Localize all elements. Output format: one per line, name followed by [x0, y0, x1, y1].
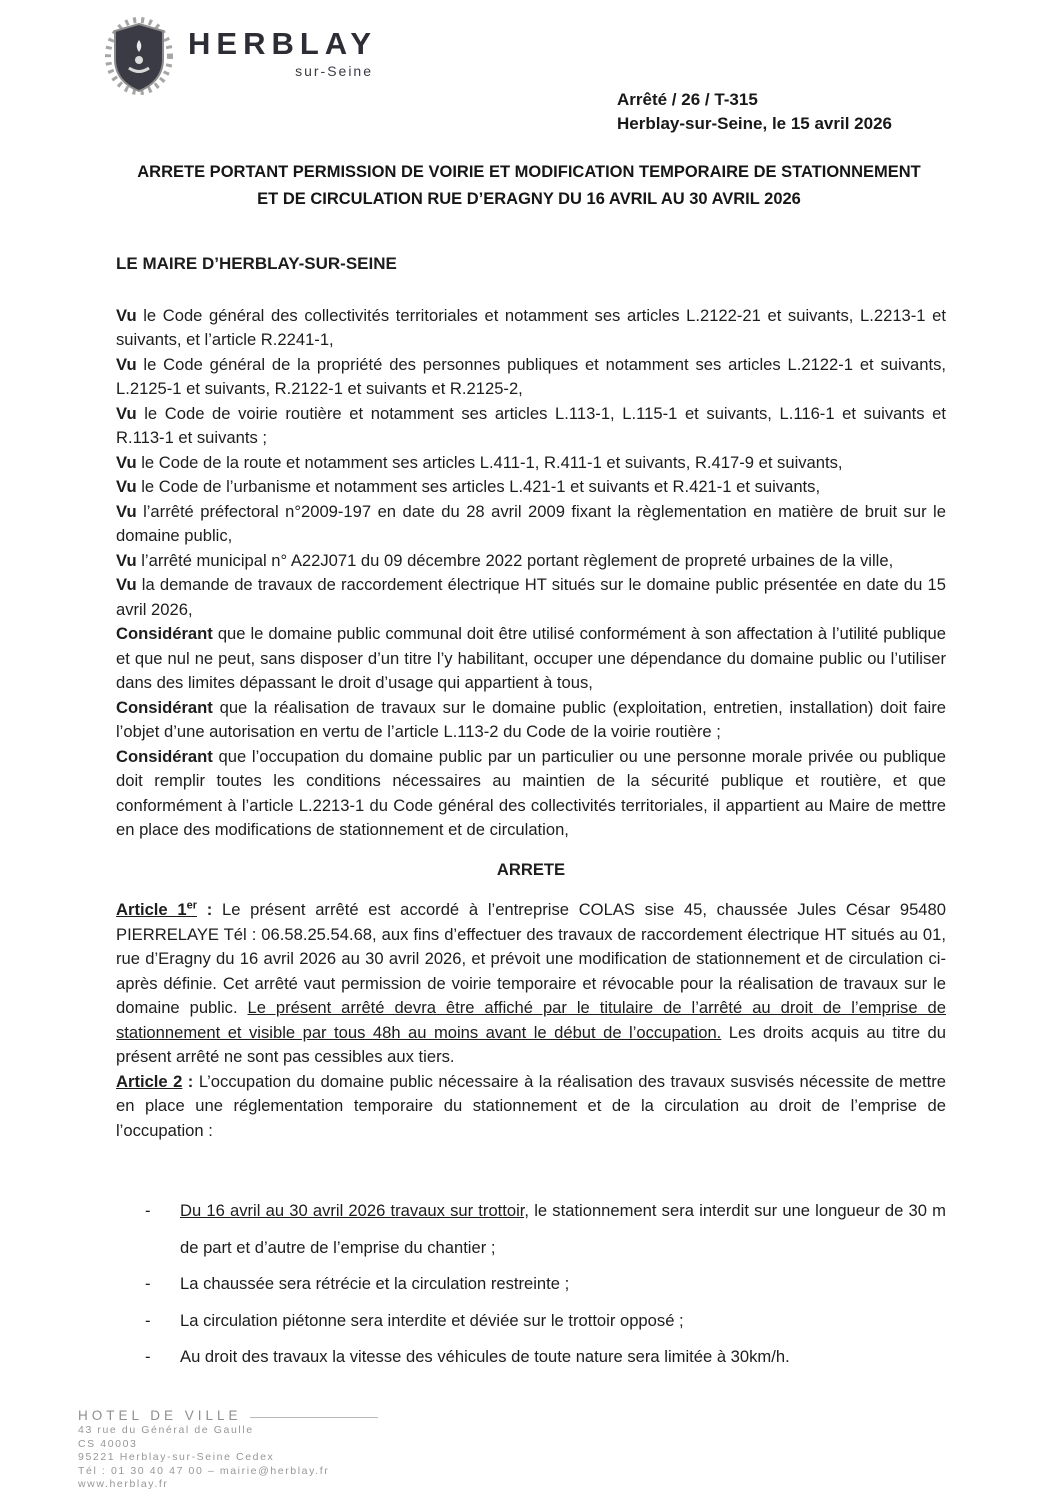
list-item	[116, 1193, 946, 1266]
document-title	[0, 159, 1058, 213]
herblay-crest-icon	[102, 16, 176, 96]
list-item-text: Au droit des travaux la vitesse des véhicules de toute nature sera limitée à 30km/h.	[180, 1347, 790, 1366]
recital-text: que la réalisation de travaux sur le domaine public (exploitation, entretien, installation) doit faire l’objet d’une autorisation en vertu de l’article L.113-2 du Code de la voirie routière ;	[116, 697, 946, 741]
decree-number: Arrêté / 26 / T-315	[617, 90, 758, 109]
footer-phone-email: Tél : 01 30 40 47 00 – mairie@herblay.fr	[78, 1464, 330, 1477]
recital-text: le Code général de la propriété des personnes publiques et notamment ses articles L.2122-1 et suivants, L.2125-1 et suivants, R.2122-1 et suivants et R.2125-2,	[116, 354, 946, 398]
recital-text: la demande de travaux de raccordement électrique HT situés sur le domaine public présentée en date du 15 avril 2026,	[116, 575, 946, 619]
recital	[116, 402, 946, 451]
list-item-text: La chaussée sera rétrécie et la circulation restreinte ;	[180, 1274, 570, 1293]
footer-address-street: 43 rue du Général de Gaulle	[78, 1424, 254, 1436]
recital	[116, 475, 946, 500]
recital-lead: Vu	[116, 550, 137, 570]
recital-text: que le domaine public communal doit être utilisé conformément à son affectation à l’utilité publique et que nul ne peut, sans disposer d’un titre l’y habilitant, occuper une dépendance du domaine public ou l’utiliser dans des limites dépassant le droit d’usage qui appartient à tous,	[116, 624, 946, 692]
article-2-label: Article 2	[116, 1071, 183, 1091]
bullet-dash: -	[145, 1347, 151, 1366]
recital-text: le Code général des collectivités territoriales et notamment ses articles L.2122-21 et suivants, L.2213-1 et suivants, et l’article R.2241-1,	[116, 305, 946, 349]
reference-block	[617, 88, 892, 136]
recital-lead: Vu	[116, 501, 137, 521]
footer-rule	[250, 1417, 378, 1418]
title-line-2: ET DE CIRCULATION RUE D’ERAGNY DU 16 AVRIL AU 30 AVRIL 2026	[257, 190, 801, 208]
article-1-underlined-text: Le présent arrêté devra être affiché par le titulaire de l’arrêté au droit de l’emprise de stationnement et visible par tous 48h au moins avant le début de l’occupation.	[116, 998, 946, 1042]
recital-text: le Code de l’urbanisme et notamment ses articles L.421-1 et suivants et R.421-1 et suivants,	[141, 477, 821, 496]
recital	[116, 304, 946, 353]
recital	[116, 549, 946, 574]
logo-text	[188, 16, 377, 79]
page-footer	[78, 1408, 378, 1491]
article-2-colon: :	[182, 1071, 199, 1091]
recital	[116, 451, 946, 476]
article-1-label: Article 1er	[116, 899, 197, 919]
recital-lead: Vu	[116, 403, 137, 423]
recital	[116, 500, 946, 549]
list-item	[116, 1266, 946, 1303]
article-1	[116, 898, 946, 1070]
salutation: LE MAIRE D’HERBLAY-SUR-SEINE	[116, 254, 397, 273]
bullet-dash: -	[145, 1310, 151, 1330]
recital-lead: Considérant	[116, 746, 213, 766]
recital-text: l’arrêté municipal n° A22J071 du 09 décembre 2022 portant règlement de propreté urbaines de la ville,	[141, 550, 894, 570]
article-2	[116, 1070, 946, 1144]
bullet-dash: -	[145, 1274, 151, 1293]
list-item	[116, 1339, 946, 1376]
article-1-sup: er	[186, 899, 197, 912]
article-1-colon: :	[197, 900, 222, 919]
list-item-text: Du 16 avril au 30 avril 2026 travaux sur trottoir, le stationnement sera interdit sur une longueur de 30 m de part et d’autre de l’emprise du chantier ;	[180, 1201, 946, 1257]
recital-text: le Code de la route et notamment ses articles L.411-1, R.411-1 et suivants, R.417-9 et suivants,	[141, 452, 843, 472]
article-1-text-after: Les droits acquis au titre du présent arrêté ne sont pas cessibles aux tiers.	[116, 1022, 946, 1066]
recitals	[116, 304, 946, 843]
recital-text: l’arrêté préfectoral n°2009-197 en date du 28 avril 2009 fixant la règlementation en matière de bruit sur le domaine public,	[116, 501, 946, 545]
recital-lead: Vu	[116, 477, 137, 496]
recital-text: le Code de voirie routière et notamment ses articles L.113-1, L.115-1 et suivants, L.116-1 et suivants et R.113-1 et suivants ;	[116, 403, 946, 447]
place-and-date: Herblay-sur-Seine, le 15 avril 2026	[617, 114, 892, 133]
title-line-1: ARRETE PORTANT PERMISSION DE VOIRIE ET MODIFICATION TEMPORAIRE DE STATIONNEMENT	[137, 163, 921, 181]
recital	[116, 696, 946, 745]
arrete-heading: ARRETE	[496, 859, 566, 879]
recital-lead: Considérant	[116, 697, 213, 717]
footer-address-cs: CS 40003	[78, 1437, 138, 1450]
recital-text: que l’occupation du domaine public par un particulier ou une personne morale privée ou publique doit remplir toutes les conditions nécessaires au maintien de la sécurité publique et routière, et que conformément à l’article L.2213-1 du Code général des collectivités territoriales, il appartient au Maire de mettre en place des modifications de stationnement et de circulation,	[116, 746, 946, 839]
measures-list	[116, 1193, 946, 1376]
list-item-text: La circulation piétonne sera interdite et déviée sur le trottoir opposé ;	[180, 1310, 684, 1330]
document-body	[116, 252, 946, 1376]
list-item	[116, 1303, 946, 1340]
recital-lead: Vu	[116, 452, 137, 472]
footer-address-city: 95221 Herblay-sur-Seine Cedex	[78, 1451, 275, 1463]
recital	[116, 573, 946, 622]
footer-title-row	[78, 1408, 378, 1423]
bullet-dash: -	[145, 1201, 151, 1220]
logo-city-name: HERBLAY	[188, 26, 377, 61]
article-1-text: Le présent arrêté est accordé à l’entreprise COLAS sise 45, chaussée Jules César 95480 PIERRELAYE Tél : 06.58.25.54.68, aux fins d’effectuer des travaux de raccordement électrique HT situés au 01, rue d’Eragny du 16 avril 2026 au 30 avril 2026, et prévoit une modification de stationnement et de circulation ci-après définie. Cet arrêté vaut permission de voirie temporaire et révocable pour la réalisation de travaux sur le domaine public.	[116, 900, 946, 1017]
recital-lead: Considérant	[116, 624, 213, 643]
footer-website: www.herblay.fr	[78, 1478, 169, 1490]
article-2-text: L’occupation du domaine public nécessaire à la réalisation des travaux susvisés nécessite de mettre en place une réglementation temporaire du stationnement et de la circulation au droit de l’emprise de l’occupation :	[116, 1071, 947, 1140]
logo-subtitle: sur-Seine	[295, 63, 373, 79]
footer-title: HOTEL DE VILLE	[78, 1408, 242, 1423]
list-item-underlined: Du 16 avril au 30 avril 2026 travaux sur trottoir,	[180, 1201, 530, 1220]
recital	[116, 622, 946, 696]
city-logo	[102, 16, 377, 96]
recital	[116, 745, 946, 843]
recital-lead: Vu	[116, 305, 137, 325]
recital	[116, 353, 946, 402]
recital-lead: Vu	[116, 575, 137, 594]
recital-lead: Vu	[116, 354, 137, 374]
